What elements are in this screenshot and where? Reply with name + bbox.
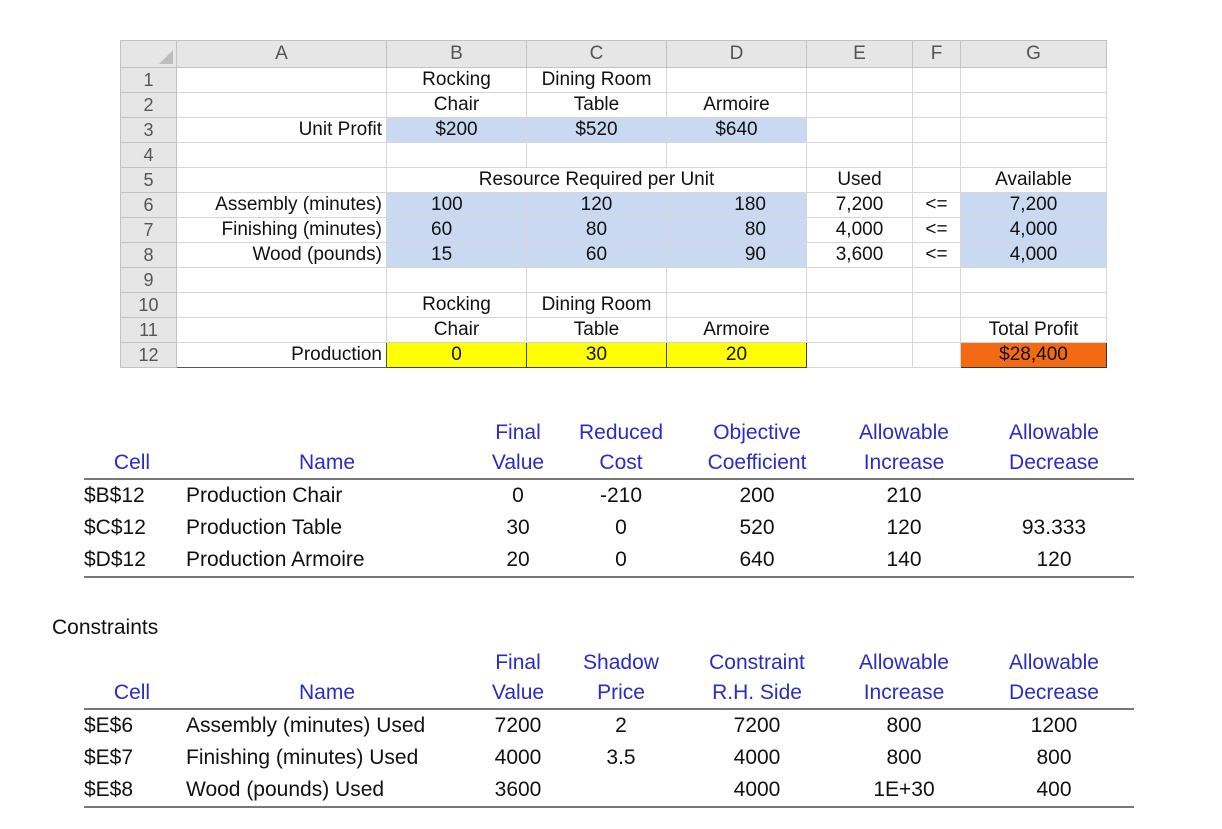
cell-b11[interactable]: Chair: [387, 318, 527, 343]
sheet-row-9: [121, 268, 1107, 293]
allowable-decrease: 120: [974, 544, 1134, 577]
cell-d3[interactable]: $640: [667, 118, 807, 143]
cell-e3[interactable]: [807, 118, 913, 143]
final-value: 30: [506, 516, 530, 539]
rh-side: 4000: [733, 746, 781, 769]
row-header-3[interactable]: 3: [121, 118, 177, 143]
cell-a7[interactable]: Finishing (minutes): [177, 218, 387, 243]
cell-g6[interactable]: 7,200: [961, 193, 1107, 218]
table-row: [84, 479, 1134, 512]
cell-d2[interactable]: Armoire: [667, 93, 807, 118]
cell-b12[interactable]: 0: [387, 343, 527, 368]
header-allowable-dec: Allowable: [1009, 421, 1099, 444]
final-value: 20: [474, 544, 562, 577]
cell-c3[interactable]: $520: [527, 118, 667, 143]
header-final: Final: [495, 421, 541, 444]
final-value: 7200: [494, 714, 542, 737]
cell-g1[interactable]: [961, 68, 1107, 93]
cell-g3[interactable]: [961, 118, 1107, 143]
cell-a4[interactable]: [177, 143, 387, 168]
sheet-row-8: [121, 243, 1107, 268]
reduced-cost: 0: [615, 516, 627, 539]
variable-cells-report: [84, 418, 1134, 578]
allowable-decrease: 1200: [1030, 714, 1078, 737]
column-header-g[interactable]: G: [961, 41, 1107, 68]
cell-b5-d5[interactable]: Resource Required per Unit: [387, 168, 807, 193]
shadow-price: 2: [615, 714, 627, 737]
constraint-name: Wood (pounds) Used: [180, 774, 474, 807]
cell-g7[interactable]: 4,000: [961, 218, 1107, 243]
final-value: 4000: [494, 746, 542, 769]
header-decrease: Decrease: [974, 678, 1134, 709]
cell-c4[interactable]: [527, 143, 667, 168]
row-header-4[interactable]: 4: [121, 143, 177, 168]
row-header-9[interactable]: 9: [121, 268, 177, 293]
cell-ref: $E$8: [84, 774, 180, 807]
rh-side: 7200: [733, 714, 781, 737]
cell-f9[interactable]: [913, 268, 961, 293]
cell-b1[interactable]: Rocking: [387, 68, 527, 93]
cell-a6[interactable]: Assembly (minutes): [177, 193, 387, 218]
header-objective: Objective: [713, 421, 801, 444]
header-cell: Cell: [84, 678, 180, 709]
header-name: Name: [180, 448, 474, 479]
cell-f4[interactable]: [913, 143, 961, 168]
column-header-b[interactable]: B: [387, 41, 527, 68]
spreadsheet-grid: [120, 40, 1107, 368]
cell-d12[interactable]: 20: [667, 343, 807, 368]
cell-d6[interactable]: 180: [667, 193, 807, 218]
cell-e10[interactable]: [807, 293, 913, 318]
cell-d11[interactable]: Armoire: [667, 318, 807, 343]
header-cost: Cost: [562, 448, 680, 479]
cell-a10[interactable]: [177, 293, 387, 318]
objective-coefficient: 520: [739, 516, 775, 539]
header-rhs: R.H. Side: [680, 678, 834, 709]
cell-d10[interactable]: [667, 293, 807, 318]
allowable-decrease: 400: [974, 774, 1134, 807]
sheet-row-1: [121, 68, 1107, 93]
sheet-row-7: [121, 218, 1107, 243]
sheet-row-6: [121, 193, 1107, 218]
row-header-7[interactable]: 7: [121, 218, 177, 243]
sheet-row-5: [121, 168, 1107, 193]
cell-f1[interactable]: [913, 68, 961, 93]
sheet-row-2: [121, 93, 1107, 118]
cell-ref: $C$12: [84, 516, 146, 539]
cell-ref: $E$6: [84, 714, 134, 737]
cell-d4[interactable]: [667, 143, 807, 168]
cell-f10[interactable]: [913, 293, 961, 318]
cell-c2[interactable]: Table: [527, 93, 667, 118]
cell-b2[interactable]: Chair: [387, 93, 527, 118]
cell-d9[interactable]: [667, 268, 807, 293]
variable-name: Production Chair: [186, 484, 343, 507]
allowable-decrease: 93.333: [1021, 516, 1087, 539]
cell-g10[interactable]: [961, 293, 1107, 318]
cell-g9[interactable]: [961, 268, 1107, 293]
cell-a2[interactable]: [177, 93, 387, 118]
sheet-row-3: [121, 118, 1107, 143]
cell-g8[interactable]: 4,000: [961, 243, 1107, 268]
cell-a5[interactable]: [177, 168, 387, 193]
header-shadow: Shadow: [583, 651, 659, 674]
shadow-price: 3.5: [606, 746, 636, 769]
cell-e1[interactable]: [807, 68, 913, 93]
report-header-row-1: [84, 648, 1134, 678]
variable-name: Production Table: [186, 516, 343, 539]
table-row: [84, 774, 1134, 807]
cell-b10[interactable]: Rocking: [387, 293, 527, 318]
header-constraint: Constraint: [709, 651, 805, 674]
cell-c12[interactable]: 30: [527, 343, 667, 368]
cell-f8[interactable]: <=: [913, 243, 961, 268]
allowable-increase: 800: [886, 714, 922, 737]
cell-b9[interactable]: [387, 268, 527, 293]
cell-f11[interactable]: [913, 318, 961, 343]
header-cell: Cell: [84, 448, 180, 479]
cell-c11[interactable]: Table: [527, 318, 667, 343]
allowable-increase: 1E+30: [834, 774, 974, 807]
cell-c7[interactable]: 80: [527, 218, 667, 243]
cell-ref: $D$12: [84, 544, 180, 577]
cell-g5[interactable]: Available: [961, 168, 1107, 193]
shadow-price: [562, 774, 680, 807]
cell-g11[interactable]: Total Profit: [961, 318, 1107, 343]
row-header-6[interactable]: 6: [121, 193, 177, 218]
column-header-e[interactable]: E: [807, 41, 913, 68]
cell-e9[interactable]: [807, 268, 913, 293]
constraints-section-title: Constraints: [52, 616, 159, 639]
select-all-corner[interactable]: [121, 41, 177, 68]
header-reduced: Reduced: [578, 421, 664, 444]
cell-a9[interactable]: [177, 268, 387, 293]
cell-e2[interactable]: [807, 93, 913, 118]
cell-b3[interactable]: $200: [387, 118, 527, 143]
constraints-report: [84, 648, 1134, 808]
constraint-name: Assembly (minutes) Used: [186, 714, 426, 737]
cell-d1[interactable]: [667, 68, 807, 93]
header-value: Value: [474, 678, 562, 709]
row-header-12[interactable]: 12: [121, 343, 177, 368]
sheet-row-11: [121, 318, 1107, 343]
header-name: Name: [180, 678, 474, 709]
table-row: [84, 709, 1134, 742]
cell-b4[interactable]: [387, 143, 527, 168]
cell-e7[interactable]: 4,000: [807, 218, 913, 243]
rh-side: 4000: [680, 774, 834, 807]
header-final: Final: [495, 651, 541, 674]
header-allowable-inc: Allowable: [859, 421, 949, 444]
column-header-f[interactable]: F: [913, 41, 961, 68]
header-allowable-inc: Allowable: [859, 651, 949, 674]
objective-coefficient: 200: [739, 484, 775, 507]
cell-c10[interactable]: Dining Room: [527, 293, 667, 318]
cell-a12[interactable]: Production: [177, 343, 387, 368]
reduced-cost: -210: [599, 484, 643, 507]
report-header-row-1: [84, 418, 1134, 448]
cell-f3[interactable]: [913, 118, 961, 143]
row-header-10[interactable]: 10: [121, 293, 177, 318]
cell-a8[interactable]: Wood (pounds): [177, 243, 387, 268]
cell-ref: $E$7: [84, 746, 134, 769]
sheet-row-4: [121, 143, 1107, 168]
header-allowable-dec: Allowable: [1009, 651, 1099, 674]
allowable-decrease: 800: [1036, 746, 1072, 769]
cell-b6[interactable]: 100: [387, 193, 527, 218]
cell-e5[interactable]: Used: [807, 168, 913, 193]
cell-c8[interactable]: 60: [527, 243, 667, 268]
constraint-name: Finishing (minutes) Used: [186, 746, 419, 769]
objective-coefficient: 640: [680, 544, 834, 577]
header-value: Value: [474, 448, 562, 479]
cell-c9[interactable]: [527, 268, 667, 293]
cell-a11[interactable]: [177, 318, 387, 343]
table-row: [84, 544, 1134, 577]
row-header-8[interactable]: 8: [121, 243, 177, 268]
cell-a1[interactable]: [177, 68, 387, 93]
sheet-row-10: [121, 293, 1107, 318]
cell-f12[interactable]: [913, 343, 961, 368]
cell-e6[interactable]: 7,200: [807, 193, 913, 218]
final-value: 3600: [474, 774, 562, 807]
header-increase: Increase: [834, 678, 974, 709]
cell-c6[interactable]: 120: [527, 193, 667, 218]
cell-f6[interactable]: <=: [913, 193, 961, 218]
allowable-increase: 210: [886, 484, 922, 507]
reduced-cost: 0: [562, 544, 680, 577]
table-row: [84, 742, 1134, 774]
report-header-row-2: [84, 678, 1134, 709]
cell-b8[interactable]: 15: [387, 243, 527, 268]
header-price: Price: [562, 678, 680, 709]
cell-e12[interactable]: [807, 343, 913, 368]
cell-d7[interactable]: 80: [667, 218, 807, 243]
final-value: 0: [512, 484, 524, 507]
header-decrease: Decrease: [974, 448, 1134, 479]
cell-b7[interactable]: 60: [387, 218, 527, 243]
cell-d8[interactable]: 90: [667, 243, 807, 268]
row-header-1[interactable]: 1: [121, 68, 177, 93]
cell-ref: $B$12: [84, 484, 145, 507]
column-header-row: [121, 41, 1107, 68]
allowable-increase: 120: [886, 516, 922, 539]
report-header-row-2: [84, 448, 1134, 479]
allowable-decrease: [974, 479, 1134, 512]
column-header-c[interactable]: C: [527, 41, 667, 68]
cell-e11[interactable]: [807, 318, 913, 343]
header-increase: Increase: [834, 448, 974, 479]
cell-f5[interactable]: [913, 168, 961, 193]
header-coefficient: Coefficient: [680, 448, 834, 479]
cell-g12[interactable]: $28,400: [961, 343, 1107, 368]
cell-e8[interactable]: 3,600: [807, 243, 913, 268]
row-header-11[interactable]: 11: [121, 318, 177, 343]
column-header-a[interactable]: A: [177, 41, 387, 68]
cell-a3[interactable]: Unit Profit: [177, 118, 387, 143]
table-row: [84, 512, 1134, 544]
allowable-increase: 140: [834, 544, 974, 577]
cell-g4[interactable]: [961, 143, 1107, 168]
cell-f2[interactable]: [913, 93, 961, 118]
cell-c1[interactable]: Dining Room: [527, 68, 667, 93]
row-header-5[interactable]: 5: [121, 168, 177, 193]
sheet-row-12: [121, 343, 1107, 368]
cell-f7[interactable]: <=: [913, 218, 961, 243]
cell-e4[interactable]: [807, 143, 913, 168]
column-header-d[interactable]: D: [667, 41, 807, 68]
row-header-2[interactable]: 2: [121, 93, 177, 118]
allowable-increase: 800: [886, 746, 922, 769]
cell-g2[interactable]: [961, 93, 1107, 118]
variable-name: Production Armoire: [180, 544, 474, 577]
